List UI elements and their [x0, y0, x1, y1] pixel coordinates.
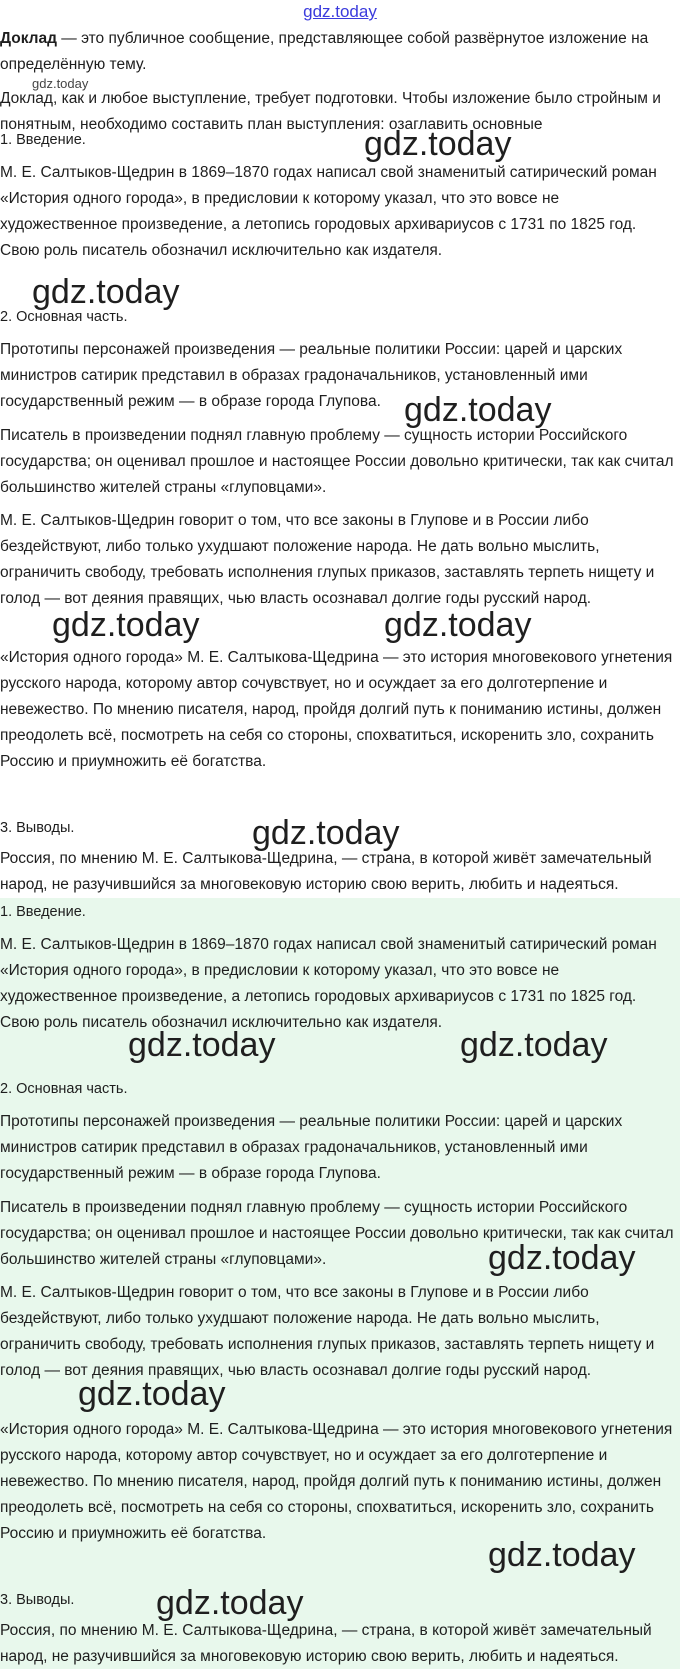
intro-term: Доклад	[0, 30, 57, 47]
conclusion-paragraph: Россия, по мнению М. Е. Салтыкова-Щедрина, — страна, в которой живёт замечательный народ, не разучившийся за многовековую историю свою верить, любить и надеяться.	[0, 850, 652, 893]
watermark: gdz.today	[488, 1536, 636, 1574]
watermark: gdz.today	[52, 606, 200, 644]
small-watermark: gdz.today	[32, 76, 89, 91]
answer-main-paragraph-2: Писатель в произведении поднял главную проблему — сущность истории Российского государства; он оценивал прошлое и настоящее России довольно критически, так как считал большинство жителей страны «глуповцами».	[0, 1199, 674, 1268]
watermark: gdz.today	[32, 273, 180, 311]
main-paragraph-2: Писатель в произведении поднял главную проблему — сущность истории Российского государства; он оценивал прошлое и настоящее России довольно критически, так как считал большинство жителей страны «глуповцами».	[0, 427, 674, 496]
watermark: gdz.today	[364, 125, 512, 163]
watermark: gdz.today	[460, 1026, 608, 1064]
watermark: gdz.today	[404, 391, 552, 429]
answer-intro-paragraph: М. Е. Салтыков-Щедрин в 1869–1870 годах написал свой знаменитый сатирический роман «История одного города», в предисловии к которому указал, что это вовсе не художественное произведение, а летопись городовых архивариусов с 1731 по 1825 год. Свою роль писатель обозначил исключительно как издателя.	[0, 936, 657, 1031]
main-paragraph-4: «История одного города» М. Е. Салтыкова-Щедрина — это история многовекового угнетения русского народа, которому автор сочувствует, но и осуждает за его долготерпение и невежество. По мнению писателя, народ, пройдя долгий путь к пониманию истины, должен преодолеть всё, посмотреть на себя со стороны, спохватиться, искоренить зло, сохранить Россию и приумножить её богатства.	[0, 649, 673, 770]
answer-intro-heading: 1. Введение.	[0, 904, 86, 920]
site-link[interactable]: gdz.today	[303, 2, 377, 21]
answer-main-paragraph-4: «История одного города» М. Е. Салтыкова-Щедрина — это история многовекового угнетения русского народа, которому автор сочувствует, но и осуждает за его долготерпение и невежество. По мнению писателя, народ, пройдя долгий путь к пониманию истины, должен преодолеть всё, посмотреть на себя со стороны, спохватиться, искоренить зло, сохранить Россию и приумножить её богатства.	[0, 1421, 673, 1542]
watermark: gdz.today	[78, 1375, 226, 1413]
intro-text: Доклад, как и любое выступление, требует подготовки. Чтобы изложение было стройным и понятным, необходимо составить план выступления: озаглавить основные	[0, 90, 661, 133]
watermark: gdz.today	[128, 1026, 276, 1064]
watermark: gdz.today	[488, 1239, 636, 1277]
watermark: gdz.today	[156, 1584, 304, 1622]
main-heading: 2. Основная часть.	[0, 309, 128, 325]
main-paragraph-1: Прототипы персонажей произведения — реальные политики России: царей и царских министров сатирик представил в образах градоначальников, установленный ими государственный режим — в образе города Глупова.	[0, 341, 623, 410]
main-paragraph-3: М. Е. Салтыков-Щедрин говорит о том, что все законы в Глупове и в России либо бездействуют, либо только ухудшают положение народа. Не дать вольно мыслить, ограничить свободу, требовать исполнения глупых приказов, заставлять терпеть нищету и голод — вот деяния правящих, чью власть осознавал долгие годы русский народ.	[0, 512, 655, 607]
answer-conclusion-paragraph: Россия, по мнению М. Е. Салтыкова-Щедрина, — страна, в которой живёт замечательный народ, не разучившийся за многовековую историю свою верить, любить и надеяться.	[0, 1622, 652, 1665]
answer-main-heading: 2. Основная часть.	[0, 1081, 128, 1097]
conclusion-heading: 3. Выводы.	[0, 820, 75, 836]
intro-definition-text: — это публичное сообщение, представляющее собой развёрнутое изложение на определённую тему.	[0, 30, 649, 73]
answer-conclusion-heading: 3. Выводы.	[0, 1592, 75, 1608]
intro-paragraph: М. Е. Салтыков-Щедрин в 1869–1870 годах написал свой знаменитый сатирический роман «История одного города», в предисловии к которому указал, что это вовсе не художественное произведение, а летопись городовых архивариусов с 1731 по 1825 год. Свою роль писатель обозначил исключительно как издателя.	[0, 164, 657, 259]
intro-heading: 1. Введение.	[0, 132, 86, 148]
intro-definition	[0, 26, 680, 78]
watermark: gdz.today	[252, 814, 400, 852]
answer-main-paragraph-3: М. Е. Салтыков-Щедрин говорит о том, что все законы в Глупове и в России либо бездействуют, либо только ухудшают положение народа. Не дать вольно мыслить, ограничить свободу, требовать исполнения глупых приказов, заставлять терпеть нищету и голод — вот деяния правящих, чью власть осознавал долгие годы русский народ.	[0, 1284, 655, 1379]
answer-main-paragraph-1: Прототипы персонажей произведения — реальные политики России: царей и царских министров сатирик представил в образах градоначальников, установленный ими государственный режим — в образе города Глупова.	[0, 1113, 623, 1182]
watermark: gdz.today	[384, 606, 532, 644]
